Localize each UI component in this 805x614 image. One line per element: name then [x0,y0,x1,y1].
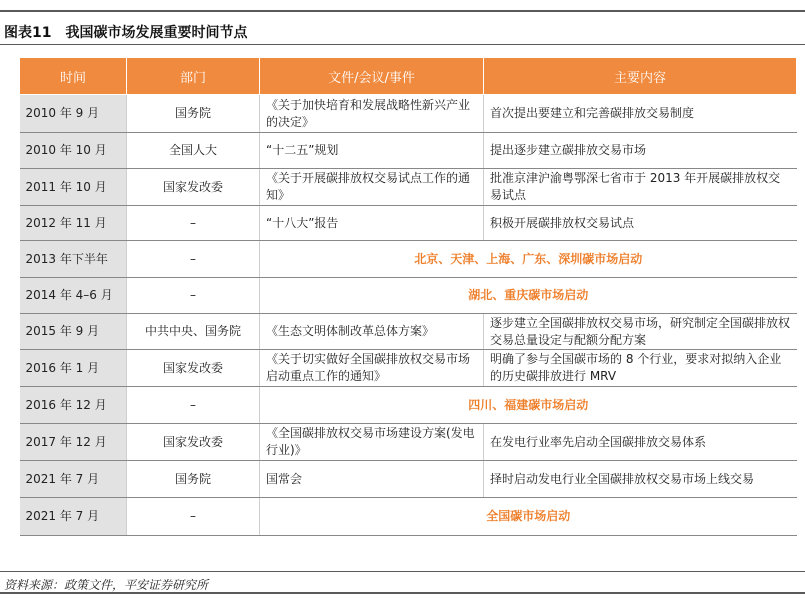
header-dept: 部门 [127,58,260,95]
cell-dept: 国家发改委 [127,350,260,387]
cell-highlight: 全国碳市场启动 [260,498,797,536]
timeline-table [19,57,797,536]
cell-dept: 国务院 [127,95,260,133]
source-note: 资料来源：政策文件，平安证券研究所 [4,578,209,592]
cell-doc: “十二五”规划 [260,133,484,169]
table-row [20,241,797,278]
header-time: 时间 [20,58,127,95]
bottom-rule [0,571,805,572]
bottom-rule-thick [0,592,805,594]
table-header-row [20,58,797,95]
table-row [20,314,797,350]
figure-caption: 我国碳市场发展重要时间节点 [65,25,248,41]
cell-time: 2016 年 12 月 [20,387,127,424]
cell-doc: 《关于切实做好全国碳排放权交易市场启动重点工作的通知》 [260,350,484,387]
cell-time: 2021 年 7 月 [20,498,127,536]
cell-content: 首次提出要建立和完善碳排放交易制度 [484,95,797,133]
table-row [20,461,797,498]
cell-time: 2012 年 11 月 [20,206,127,241]
cell-highlight: 北京、天津、上海、广东、深圳碳市场启动 [260,241,797,278]
cell-dept: – [127,387,260,424]
cell-doc: 国常会 [260,461,484,498]
title-rule [0,44,805,45]
cell-time: 2010 年 9 月 [20,95,127,133]
table-row [20,278,797,314]
cell-time: 2017 年 12 月 [20,424,127,461]
cell-time: 2015 年 9 月 [20,314,127,350]
cell-doc: 《关于开展碳排放权交易试点工作的通知》 [260,169,484,206]
header-doc: 文件/会议/事件 [260,58,484,95]
cell-dept: – [127,498,260,536]
cell-doc: 《关于加快培育和发展战略性新兴产业的决定》 [260,95,484,133]
cell-highlight: 四川、福建碳市场启动 [260,387,797,424]
cell-dept: – [127,206,260,241]
cell-dept: 国家发改委 [127,169,260,206]
table-row [20,169,797,206]
cell-time: 2014 年 4–6 月 [20,278,127,314]
cell-dept: – [127,278,260,314]
cell-doc: 《生态文明体制改革总体方案》 [260,314,484,350]
cell-content: 择时启动发电行业全国碳排放权交易市场上线交易 [484,461,797,498]
table-row [20,424,797,461]
cell-content: 逐步建立全国碳排放权交易市场，研究制定全国碳排放权交易总量设定与配额分配方案 [484,314,797,350]
cell-dept: 国务院 [127,461,260,498]
cell-highlight: 湖北、重庆碳市场启动 [260,278,797,314]
cell-dept: 国家发改委 [127,424,260,461]
cell-time: 2010 年 10 月 [20,133,127,169]
cell-content: 积极开展碳排放权交易试点 [484,206,797,241]
header-content: 主要内容 [484,58,797,95]
cell-time: 2016 年 1 月 [20,350,127,387]
figure-title [4,22,247,42]
table-row [20,498,797,536]
table-row [20,133,797,169]
cell-dept: – [127,241,260,278]
cell-content: 批准京津沪渝粤鄂深七省市于 2013 年开展碳排放权交易试点 [484,169,797,206]
table-body [20,95,797,536]
cell-time: 2021 年 7 月 [20,461,127,498]
cell-content: 在发电行业率先启动全国碳排放交易体系 [484,424,797,461]
table-row [20,95,797,133]
cell-doc: “十八大”报告 [260,206,484,241]
cell-time: 2013 年下半年 [20,241,127,278]
top-rule-thick [0,10,805,12]
cell-doc: 《全国碳排放权交易市场建设方案(发电行业)》 [260,424,484,461]
table-row [20,350,797,387]
table-row [20,387,797,424]
table-row [20,206,797,241]
cell-content: 提出逐步建立碳排放交易市场 [484,133,797,169]
cell-time: 2011 年 10 月 [20,169,127,206]
figure-number: 图表11 [4,25,52,41]
cell-content: 明确了参与全国碳市场的 8 个行业，要求对拟纳入企业的历史碳排放进行 MRV [484,350,797,387]
cell-dept: 全国人大 [127,133,260,169]
cell-dept: 中共中央、国务院 [127,314,260,350]
